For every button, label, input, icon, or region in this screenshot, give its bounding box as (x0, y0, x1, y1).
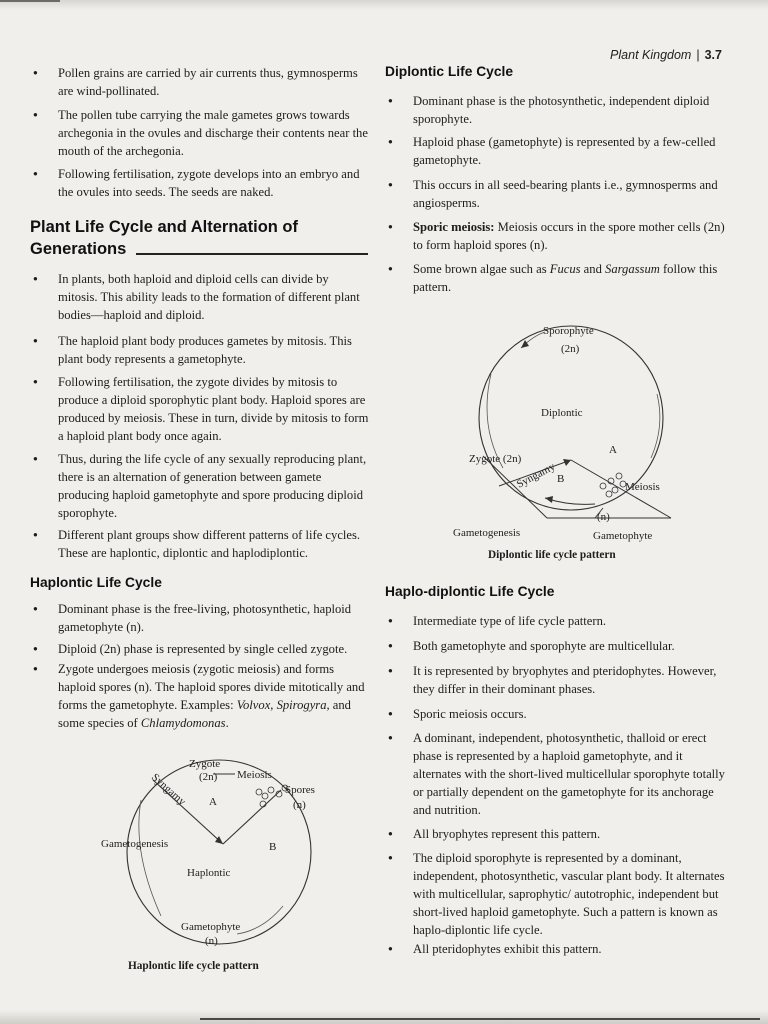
b5-mid: and (580, 262, 606, 276)
meiosis-line (223, 790, 281, 844)
heading-rule (136, 253, 368, 255)
running-head (610, 48, 722, 62)
list-item (385, 218, 725, 254)
spore-cluster (600, 473, 626, 497)
haplontic-b3-mid: and some species of (58, 698, 351, 730)
haplontic-caption: Haplontic life cycle pattern (128, 960, 259, 972)
arrowhead (545, 496, 553, 503)
zygote-line (483, 456, 547, 518)
sporophyte-ploidy: (2n) (561, 343, 580, 355)
meiosis-label: Meiosis (625, 481, 660, 493)
list-item: ● Different plant groups show different patterns of life cycles. These are haplontic, diplontic and haplodiplontic. (30, 526, 370, 562)
list-item: ● Sporic meiosis occurs. (385, 705, 725, 723)
list-item (30, 660, 370, 732)
label-a: A (209, 796, 217, 808)
alternation-heading-line1: Plant Life Cycle and Alternation of (30, 218, 299, 236)
running-head-section: Plant Kingdom (610, 48, 692, 62)
gametophyte-ploidy: (n) (205, 935, 218, 947)
page-bottom-edge (0, 1010, 768, 1024)
label-b: B (269, 841, 277, 853)
list-item: ● Following fertilisation, the zygote divides by mitosis to produce a diploid sporophytic plant body. Haploid spores are produced by meiosis. These in turn, divide by mitosis to form a haploid plant body once again. (30, 373, 370, 445)
gametophyte-label: Gametophyte (181, 921, 241, 933)
spores-label: Spores (285, 784, 315, 796)
sporic-meiosis-text: Meiosis occurs in the spore mother cells (2n) to form haploid spores (n). (413, 220, 725, 252)
arrowhead (521, 340, 529, 348)
list-item: ● It is represented by bryophytes and pteridophytes. However, they differ in their dominant phases. (385, 662, 725, 698)
list-item: ● Dominant phase is the free-living, photosynthetic, haploid gametophyte (n). (30, 600, 370, 636)
spore-cluster (256, 785, 288, 807)
gametophyte-label: Gametophyte (593, 530, 653, 542)
meiosis-label: Meiosis (237, 769, 272, 781)
list-item: ● The haploid plant body produces gametes by mitosis. This plant body represents a gametophyte. (30, 332, 370, 368)
list-item: ● This occurs in all seed-bearing plants i.e., gymnosperms and angiosperms. (385, 176, 725, 212)
list-item: ● Thus, during the life cycle of any sexually reproducing plant, there is an alternation of generation between gamete producing haploid gametophyte and spore producing diploid sporophyte. (30, 450, 370, 522)
list-item: ● Pollen grains are carried by air currents thus, gymnosperms are wind-pollinated. (30, 64, 370, 100)
page-top-edge (0, 0, 768, 10)
example-organisms: Volvox, Spirogyra, (236, 698, 330, 712)
list-item: ● Both gametophyte and sporophyte are multicellular. (385, 637, 725, 655)
list-item: ● All pteridophytes exhibit this pattern. (385, 940, 725, 958)
haplontic-diagram (95, 748, 335, 958)
zygote-label: Zygote (189, 758, 221, 770)
list-item: ● Intermediate type of life cycle pattern. (385, 612, 725, 630)
diplontic-diagram (453, 318, 685, 550)
b5-pre: Some brown algae such as (413, 262, 550, 276)
list-item: ● Diploid (2n) phase is represented by single celled zygote. (30, 640, 370, 658)
diplontic-caption: Diplontic life cycle pattern (488, 549, 616, 561)
inner-arc (651, 394, 660, 458)
label-b: B (557, 473, 565, 485)
spores-ploidy: (n) (293, 799, 306, 811)
haplontic-b3-text: Zygote undergoes meiosis (zygotic meiosis) and forms haploid spores (n). The haploid spores divide mitotically and forms the gametophyte. Examples: (58, 662, 365, 712)
list-item: ● Dominant phase is the photosynthetic, independent diploid sporophyte. (385, 92, 725, 128)
example-organism: Fucus (549, 262, 581, 276)
n-label: (n) (597, 511, 610, 523)
haplontic-center-label: Haplontic (187, 867, 231, 879)
inner-arc (237, 906, 283, 934)
list-item: ● In plants, both haploid and diploid cells can divide by mitosis. This ability leads to the formation of different plant bodies—haploid and diploid. (30, 270, 370, 324)
list-item: ● Haploid phase (gametophyte) is represented by a few-celled gametophyte. (385, 133, 725, 169)
list-item (385, 260, 725, 296)
example-organism: Chlamydomonas (140, 716, 226, 730)
list-item: ● The pollen tube carrying the male gametes grows towards archegonia in the ovules and discharge their contents near the mouth of the archegonia. (30, 106, 370, 160)
sporic-meiosis-term: Sporic meiosis: (413, 220, 495, 234)
list-item: ● A dominant, independent, photosynthetic, thalloid or erect phase is represented by a haploid gametophyte, and it alternates with the short-lived multicellular sporophyte totally or partially dependent on the gametophyte for its anchorage and nutrition. (385, 729, 725, 819)
diplontic-heading: Diplontic Life Cycle (385, 64, 514, 79)
running-head-separator: | (696, 48, 700, 62)
haplodiplontic-heading: Haplo-diplontic Life Cycle (385, 584, 555, 599)
inner-arc (139, 800, 161, 916)
list-item: ● Following fertilisation, zygote develops into an embryo and the ovules into seeds. The seeds are naked. (30, 165, 370, 201)
alternation-heading-line2: Generations (30, 240, 127, 258)
zygote-ploidy: (2n) (199, 771, 218, 783)
label-a: A (609, 444, 617, 456)
page-number: 3.7 (704, 48, 722, 62)
syngamy-label: Syngamy (148, 771, 188, 809)
b5-post: follow this pattern. (413, 262, 718, 294)
gametogenesis-label: Gametogenesis (101, 838, 169, 850)
diplontic-center-label: Diplontic (541, 407, 583, 419)
haplontic-heading: Haplontic Life Cycle (30, 575, 162, 590)
haplontic-b3-end: . (225, 716, 229, 730)
sporophyte-label: Sporophyte (543, 325, 594, 337)
syngamy-label: Syngamy (514, 460, 558, 491)
list-item: ● The diploid sporophyte is represented by a dominant, independent, photosynthetic, vascular plant body. It alternates with multicellular, saprophytic/ autotrophic, independent but short-lived haploid gametophyte. Such a pattern is known as haplo-diplontic life cycle. (385, 849, 725, 939)
example-organism: Sargassum (605, 262, 660, 276)
list-item: ● All bryophytes represent this pattern. (385, 825, 725, 843)
zygote-label: Zygote (2n) (469, 453, 522, 465)
gametogenesis-label: Gametogenesis (453, 527, 521, 539)
cycle-circle (127, 760, 311, 944)
